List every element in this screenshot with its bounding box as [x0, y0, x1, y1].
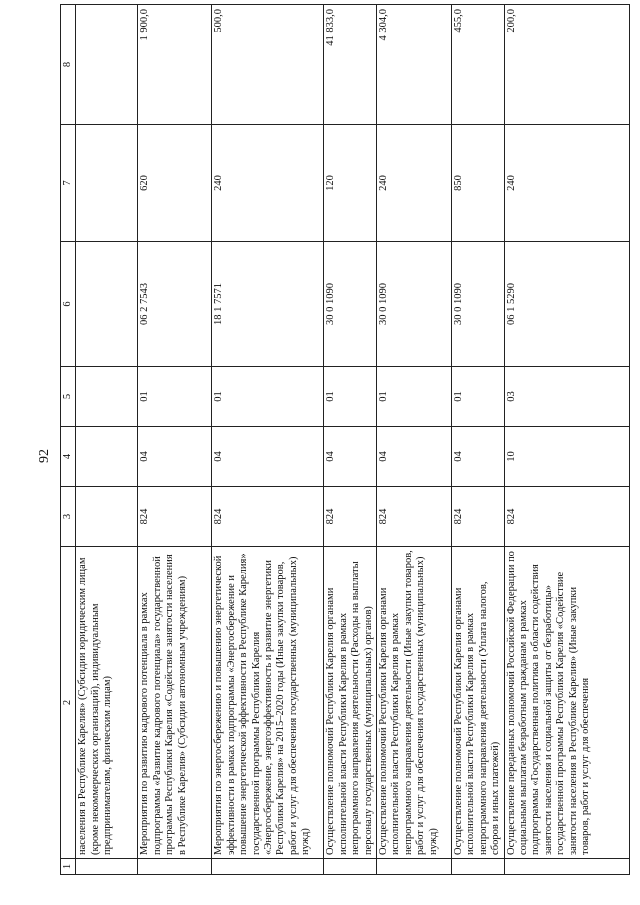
expense-name-cell: Осуществление полномочий Республики Карелия органами исполнительной власти Республики Карелия в рамках непрограммного направления деятельности (Иные закупки товаров, работ и услуг для обеспечения государственных (муниципальных) нужд) — [377, 547, 452, 859]
table-row — [504, 5, 629, 875]
admin-code-cell: 824 — [377, 487, 452, 547]
subsection-cell: 01 — [324, 367, 377, 427]
expense-type-cell: 240 — [212, 125, 324, 242]
section-cell: 04 — [377, 427, 452, 487]
table-row — [76, 5, 138, 875]
expense-name-cell: Мероприятия по развитию кадрового потенциала в рамках подпрограммы «Развитие кадрового потенциала» государственной программы Республики Карелия «Содействие занятости населения в Республике Карелия» (Субсидии автономным учреждениям) — [138, 547, 212, 859]
subsection-cell — [76, 367, 138, 427]
row-index-cell — [504, 859, 629, 875]
page-number: 92 — [37, 449, 52, 463]
target-article-cell: 30 0 1090 — [324, 242, 377, 367]
column-header: 4 — [61, 427, 76, 487]
expense-type-cell: 240 — [377, 125, 452, 242]
section-cell: 04 — [324, 427, 377, 487]
expense-type-cell: 240 — [504, 125, 629, 242]
target-article-cell: 06 2 7543 — [138, 242, 212, 367]
row-index-cell — [377, 859, 452, 875]
admin-code-cell: 824 — [138, 487, 212, 547]
expense-name-cell: Осуществление полномочий Республики Карелия органами исполнительной власти Республики Карелия в рамках непрограммного направления деятельности (Уплата налогов, сборов и иных платежей) — [452, 547, 505, 859]
section-cell: 04 — [452, 427, 505, 487]
section-cell — [76, 427, 138, 487]
table-row — [212, 5, 324, 875]
target-article-cell — [76, 242, 138, 367]
admin-code-cell — [76, 487, 138, 547]
table-row — [452, 5, 505, 875]
column-header: 7 — [61, 125, 76, 242]
section-cell: 04 — [212, 427, 324, 487]
target-article-cell: 06 1 5290 — [504, 242, 629, 367]
admin-code-cell: 824 — [452, 487, 505, 547]
subsection-cell: 01 — [377, 367, 452, 427]
subsection-cell: 01 — [138, 367, 212, 427]
amount-cell: 500,0 — [212, 5, 324, 125]
admin-code-cell: 824 — [324, 487, 377, 547]
section-cell: 04 — [138, 427, 212, 487]
amount-cell: 4 304,0 — [377, 5, 452, 125]
amount-cell: 200,0 — [504, 5, 629, 125]
budget-table-grid — [60, 4, 630, 875]
expense-type-cell: 120 — [324, 125, 377, 242]
expense-type-cell: 620 — [138, 125, 212, 242]
row-index-cell — [324, 859, 377, 875]
expense-name-cell: Мероприятия по энергосбережению и повышению энергетической эффективности в рамках подпрограммы «Энергосбережение и повышение энергетической эффективности в Республике Карелия» государственной программы Республики Карелия «Энергосбережение, энергоэффективность и развитие энергетики Республики Карелия» на 2015–2020 годы (Иные закупки товаров, работ и услуг для обеспечения государственных (муниципальных) нужд) — [212, 547, 324, 859]
subsection-cell: 01 — [212, 367, 324, 427]
target-article-cell: 30 0 1090 — [377, 242, 452, 367]
section-cell: 10 — [504, 427, 629, 487]
subsection-cell: 03 — [504, 367, 629, 427]
table-row — [324, 5, 377, 875]
row-index-cell — [212, 859, 324, 875]
expense-type-cell: 850 — [452, 125, 505, 242]
admin-code-cell: 824 — [212, 487, 324, 547]
table-row — [377, 5, 452, 875]
row-index-cell — [138, 859, 212, 875]
admin-code-cell: 824 — [504, 487, 629, 547]
expense-name-cell: Осуществление полномочий Республики Карелия органами исполнительной власти Республики Карелия в рамках непрограммного направления деятельности (Расходы на выплаты персоналу государственных (муниципальных) органов) — [324, 547, 377, 859]
subsection-cell: 01 — [452, 367, 505, 427]
column-header: 3 — [61, 487, 76, 547]
column-header: 2 — [61, 547, 76, 859]
table-row — [138, 5, 212, 875]
target-article-cell: 30 0 1090 — [452, 242, 505, 367]
target-article-cell: 18 1 7571 — [212, 242, 324, 367]
column-header: 6 — [61, 242, 76, 367]
column-header: 1 — [61, 859, 76, 875]
amount-cell: 1 900,0 — [138, 5, 212, 125]
header-row — [61, 5, 76, 875]
amount-cell: 455,0 — [452, 5, 505, 125]
row-index-cell — [76, 859, 138, 875]
budget-table — [60, 5, 630, 875]
expense-type-cell — [76, 125, 138, 242]
column-header: 5 — [61, 367, 76, 427]
row-index-cell — [452, 859, 505, 875]
amount-cell: 41 833,0 — [324, 5, 377, 125]
expense-name-cell: Осуществление переданных полномочий Российской Федерации по социальным выплатам безработным гражданам в рамках подпрограммы «Государственная политика в области содействия занятости населения и социальной защиты от безработицы» государственной программы Республики Карелия «Содействие занятости населения в Республике Карелия» (Иные закупки товаров, работ и услуг для обеспечения — [504, 547, 629, 859]
expense-name-cell: населения в Республике Карелия» (Субсидии юридическим лицам (кроме некоммерческих организаций), индивидуальным предпринимателям, физическим лицам) — [76, 547, 138, 859]
amount-cell — [76, 5, 138, 125]
column-header: 8 — [61, 5, 76, 125]
